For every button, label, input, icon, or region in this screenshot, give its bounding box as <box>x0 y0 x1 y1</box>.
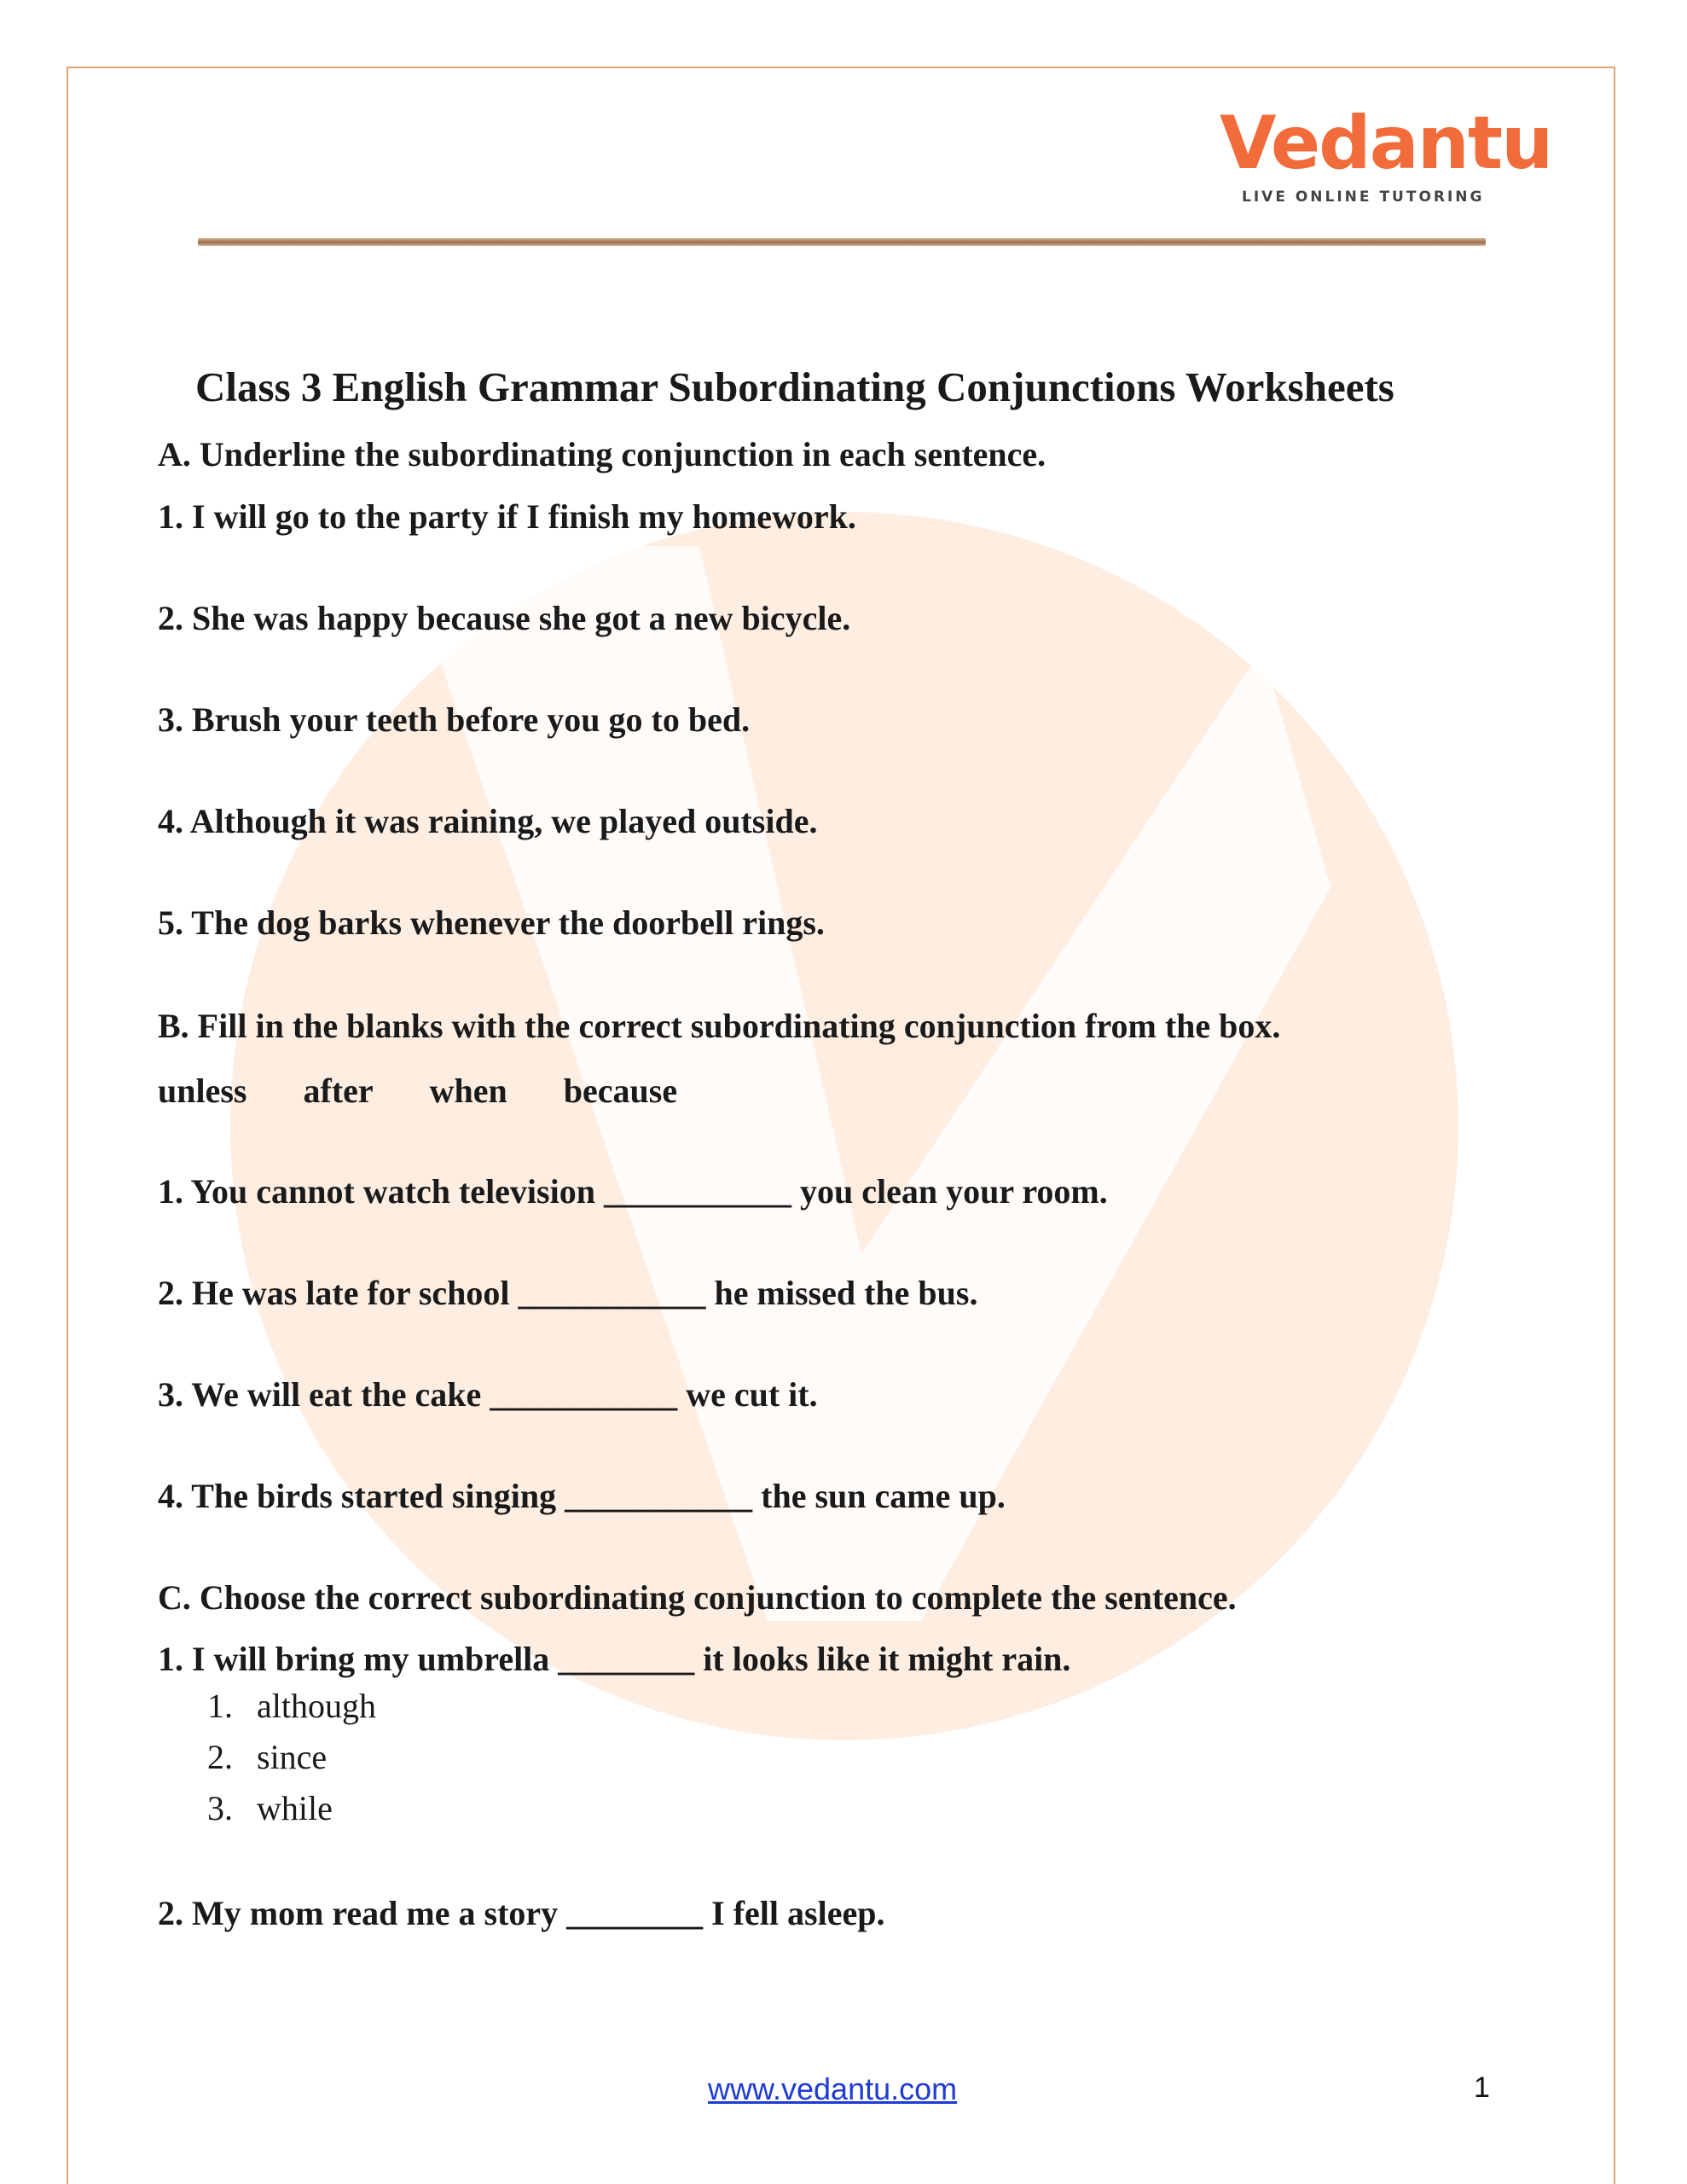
section-b-item-2: 2. He was late for school ___________ he missed the bus. <box>158 1274 978 1312</box>
section-a-item-4: 4. Although it was raining, we played outside. <box>158 802 818 840</box>
word-box-item: because <box>563 1072 678 1110</box>
page-number: 1 <box>1474 2071 1490 2104</box>
option-item: 3. while <box>207 1789 333 1827</box>
section-a-item-3: 3. Brush your teeth before you go to bed. <box>158 700 751 739</box>
section-b-heading: B. Fill in the blanks with the correct subordinating conjunction from the box. <box>158 1007 1281 1045</box>
section-a-item-5: 5. The dog barks whenever the doorbell rings. <box>158 903 825 942</box>
section-a-item-1: 1. I will go to the party if I finish my homework. <box>158 497 856 536</box>
logo-wordmark: Vedantu <box>1220 101 1552 186</box>
footer-website-link[interactable]: www.vedantu.com <box>708 2071 958 2106</box>
word-box-item: after <box>303 1072 374 1110</box>
word-box <box>158 1071 725 1111</box>
section-c-question-2: 2. My mom read me a story ________ I fell asleep. <box>158 1894 885 1932</box>
word-box-item: unless <box>158 1072 247 1110</box>
section-b-item-1: 1. You cannot watch television ___________ you clean your room. <box>158 1172 1108 1211</box>
logo-tagline: LIVE ONLINE TUTORING <box>1242 189 1485 206</box>
option-item: 1. although <box>207 1687 376 1725</box>
section-a-item-2: 2. She was happy because she got a new bicycle. <box>158 599 851 637</box>
option-item: 2. since <box>207 1738 328 1776</box>
question-1-options <box>207 1686 376 1839</box>
section-c-heading: C. Choose the correct subordinating conjunction to complete the sentence. <box>158 1578 1237 1617</box>
vedantu-logo <box>1220 101 1552 218</box>
section-b-item-4: 4. The birds started singing ___________ the sun came up. <box>158 1477 1006 1515</box>
section-b-item-3: 3. We will eat the cake ___________ we cut it. <box>158 1375 818 1414</box>
section-a-heading: A. Underline the subordinating conjunction in each sentence. <box>158 435 1046 473</box>
section-c-question-1: 1. I will bring my umbrella ________ it looks like it might rain. <box>158 1640 1071 1678</box>
header-divider <box>198 238 1486 246</box>
word-box-item: when <box>429 1072 507 1110</box>
page-title: Class 3 English Grammar Subordinating Conjunctions Worksheets <box>195 363 1394 410</box>
